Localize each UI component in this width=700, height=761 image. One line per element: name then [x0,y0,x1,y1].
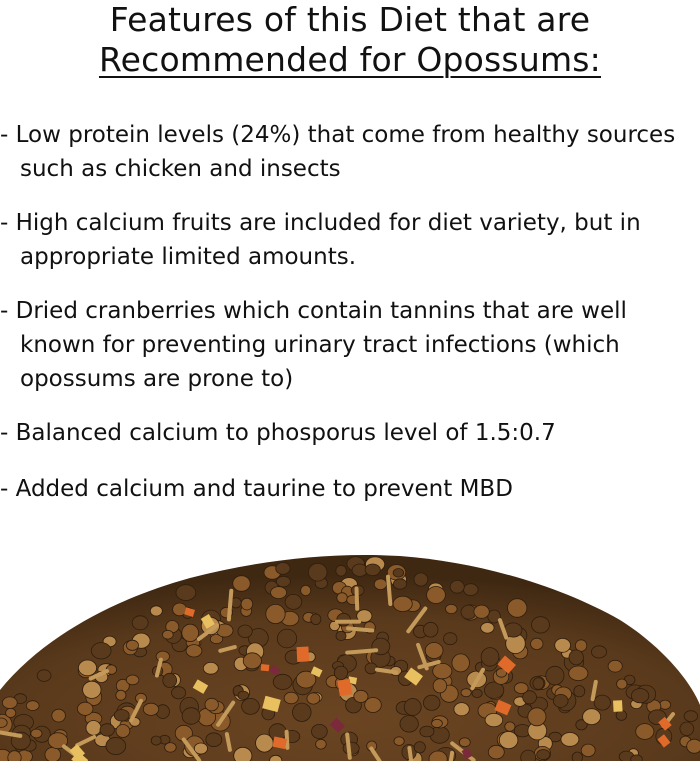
pellet [474,605,489,618]
pellet [423,622,438,637]
pellet [312,724,328,738]
mealworm [348,628,372,630]
fruit-piece [337,679,352,696]
pellet [106,737,126,754]
pellet [182,624,199,641]
pellet [308,563,327,581]
pellet [334,666,347,679]
pellet [126,640,138,650]
title-line-1: Features of this Diet that are [109,0,591,39]
pellet [581,744,595,757]
pellet [459,738,470,747]
pellet [238,691,249,699]
pellet [86,721,101,736]
pellet [569,650,583,665]
pellet [617,679,627,689]
pellet [514,683,528,694]
pellet [206,733,222,747]
pellet [443,633,457,645]
feature-item-protein: - Low protein levels (24%) that come from healthy sources such as chicken and insects [0,122,676,182]
pellet [660,700,671,709]
pellet [631,689,648,703]
pellet [583,709,601,725]
pellet [393,596,412,611]
pellet [307,693,320,704]
pellet [77,702,93,715]
pellet [266,604,285,623]
pellet [143,703,158,715]
pellet [6,708,16,717]
pellet [277,629,296,648]
pellet [52,709,66,722]
pellet [165,743,177,753]
pellet [404,699,421,716]
feature-item-fruits: - High calcium fruits are included for diet variety, but in appropriate limited amounts. [0,210,641,270]
pellet [162,630,173,639]
page-title [0,0,700,80]
pellet [423,695,440,710]
pellet [186,645,202,657]
pellet [537,750,550,760]
pellet [78,660,96,676]
pellet [365,663,377,674]
pellet [374,579,386,590]
pellet [461,689,471,697]
pellet [454,703,469,716]
pellet [433,663,452,678]
mealworm [347,734,350,757]
pellet [126,675,139,685]
pellet [393,579,406,589]
pellet [505,722,515,731]
pellet [273,674,292,689]
pellet [293,703,312,721]
pellet [533,678,544,690]
pellet [26,701,39,711]
pellet [243,653,261,669]
mealworm [347,650,376,652]
pellet [116,725,130,738]
feature-item-cranberries: - Dried cranberries which contain tannins that are well known for preventing urinary tract infections (which opossums are prone to) [0,298,627,392]
pellet [574,686,585,697]
mealworm [450,753,453,761]
pellet [37,670,51,682]
pellet [446,604,458,613]
pellet [316,739,327,749]
pellet [45,747,61,761]
feature-item-taurine: - Added calcium and taurine to prevent MBD [0,476,513,502]
fruit-piece [613,700,623,712]
pellet [687,739,700,753]
pellet [301,585,311,595]
pellet [233,576,250,592]
pellet [499,732,518,749]
pellet [684,711,698,722]
pellet [150,606,162,616]
pellet [432,719,443,727]
pellet [636,724,654,740]
feature-item-calcium-phosphorus: - Balanced calcium to phosporus level of 1.5:0.7 [0,420,556,446]
pellet [241,598,253,610]
pellet [163,673,177,687]
pellet [2,697,17,709]
pellet [176,585,196,601]
pellet [485,713,503,726]
food-pile-image [0,530,700,761]
pellet [521,750,536,761]
pellet [172,687,186,699]
pellet [284,692,298,704]
pellet [393,569,404,578]
pellet [132,616,148,630]
pellet [205,698,218,711]
pellet [631,755,643,761]
pellet [182,708,200,725]
pellet [203,662,218,674]
pellet [532,617,550,633]
pellet [400,716,418,733]
fruit-piece [297,647,310,663]
pellet [680,722,694,736]
pellet [336,631,346,640]
pellet [234,747,252,761]
mealworm [357,589,358,609]
pellet [420,726,434,737]
pellet [452,654,470,672]
pellet [531,638,543,649]
pellet [285,594,302,609]
pellet [594,695,610,710]
feature-list [0,118,700,526]
pellet [616,710,627,720]
pellet [425,643,443,659]
pellet [238,625,252,638]
pellet [546,666,564,685]
mealworm [388,577,390,604]
pellet [337,593,348,603]
pellet [336,565,347,576]
pellet [31,729,42,738]
pellet [151,736,161,745]
pellet [450,580,464,593]
pellet [553,694,568,707]
pellet [464,584,479,596]
pellet [311,614,321,625]
pellet [427,587,446,604]
pellet [508,599,527,618]
pellet [572,752,582,761]
pellet [0,718,7,727]
pellet [354,690,368,702]
fruit-piece [261,664,270,671]
pellet [276,563,290,575]
pellet [608,660,622,672]
mealworm [377,670,396,673]
pellet [8,751,21,761]
mealworm [229,591,231,620]
pellet [100,724,114,736]
pellet [555,638,571,652]
pellet [569,666,588,681]
pellet [433,679,447,693]
pellet [194,743,207,754]
pellet [83,681,101,698]
pellet [91,643,111,659]
pellet [591,646,606,658]
pellet [271,587,287,599]
pellet [114,710,129,722]
pellet [414,742,425,753]
pellet [488,745,504,759]
pellet [481,648,499,667]
pellet [242,698,260,714]
pellet [394,737,404,746]
pellet [561,733,579,747]
title-line-2: Recommended for Opossums: [98,40,601,79]
pellet [472,689,482,697]
pellet [116,690,126,700]
pellet [365,564,380,576]
pellet [414,573,428,586]
mealworm [409,748,411,761]
pellet [528,708,546,726]
pellet [276,576,290,587]
pellet [481,623,494,634]
